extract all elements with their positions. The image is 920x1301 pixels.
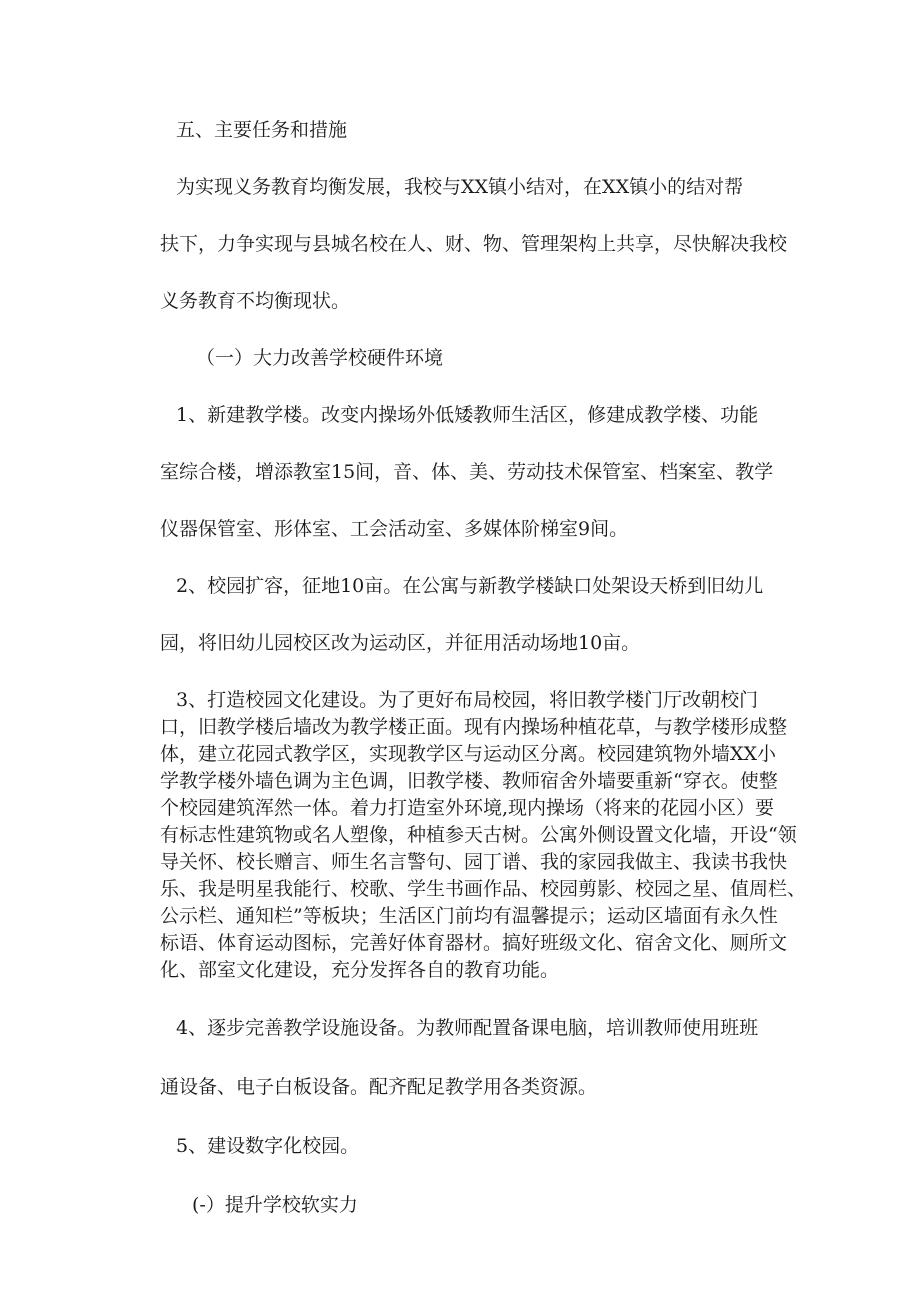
item3-line-2: 口，旧教学楼后墙改为教学楼正面。现有内操场种植花草，与教学楼形成整: [160, 716, 788, 738]
item3-line-8: 乐、我是明星我能行、校歌、学生书画作品、校园剪影、校园之星、值周栏、: [160, 878, 807, 900]
item3-line-10: 标语、体育运动图标，完善好体育器材。搞好班级文化、宿舍文化、厕所文: [160, 932, 788, 954]
item1-line-3: 仪器保管室、形体室、工会活动室、多媒体阶梯室9间。: [160, 518, 629, 540]
item3-line-5: 个校园建筑浑然一体。着力打造室外环境,现内操场（将来的花园小区）要: [160, 797, 775, 819]
item3-line-1: 3、打造校园文化建设。为了更好布局校园，将旧教学楼门厅改朝校门: [176, 689, 759, 711]
item3-line-6: 有标志性建筑物或名人塑像，种植参天古树。公寓外侧设置文化墙，开设“领: [160, 824, 797, 846]
intro-line-3: 义务教育不均衡现状。: [160, 290, 351, 312]
item4-line-1: 4、逐步完善教学设施设备。为教师配置备课电脑，培训教师使用班班: [176, 1017, 759, 1039]
item4-line-2: 通设备、电子白板设备。配齐配足教学用各类资源。: [160, 1076, 598, 1098]
item3-line-3: 体，建立花园式教学区，实现教学区与运动区分离。校园建筑物外墙XX小: [160, 743, 777, 765]
item3-line-7: 导关怀、校长赠言、师生名言警句、园丁谱、我的家园我做主、我读书我快: [160, 851, 788, 873]
section-heading-main: 五、主要任务和措施: [176, 119, 348, 141]
item1-line-1: 1、新建教学楼。改变内操场外低矮教师生活区，修建成教学楼、功能: [176, 404, 759, 426]
item5-line: 5、建设数字化校园。: [176, 1135, 360, 1157]
item3-line-11: 化、部室文化建设，充分发挥各自的教育功能。: [160, 959, 560, 981]
subsection-heading-2: (-）提升学校软实力: [192, 1194, 358, 1216]
intro-line-1: 为实现义务教育均衡发展，我校与XX镇小结对，在XX镇小的结对帮: [176, 176, 744, 198]
intro-line-2: 扶下，力争实现与县城名校在人、财、物、管理架构上共享，尽快解决我校: [160, 233, 788, 255]
item1-line-2: 室综合楼，增添教室15间，音、体、美、劳动技术保管室、档案室、教学: [160, 461, 774, 483]
item2-line-1: 2、校园扩容，征地10亩。在公寓与新教学楼缺口处架设天桥到旧幼儿: [176, 575, 764, 597]
item3-line-9: 公示栏、通知栏”等板块；生活区门前均有温馨提示；运动区墙面有永久性: [160, 905, 778, 927]
subsection-heading-1: （一）大力改善学校硬件环境: [196, 347, 444, 369]
item2-line-2: 园，将旧幼儿园校区改为运动区，并征用活动场地10亩。: [160, 632, 641, 654]
item3-line-4: 学教学楼外墙色调为主色调，旧教学楼、教师宿舍外墙要重新“穿衣。使整: [160, 770, 778, 792]
